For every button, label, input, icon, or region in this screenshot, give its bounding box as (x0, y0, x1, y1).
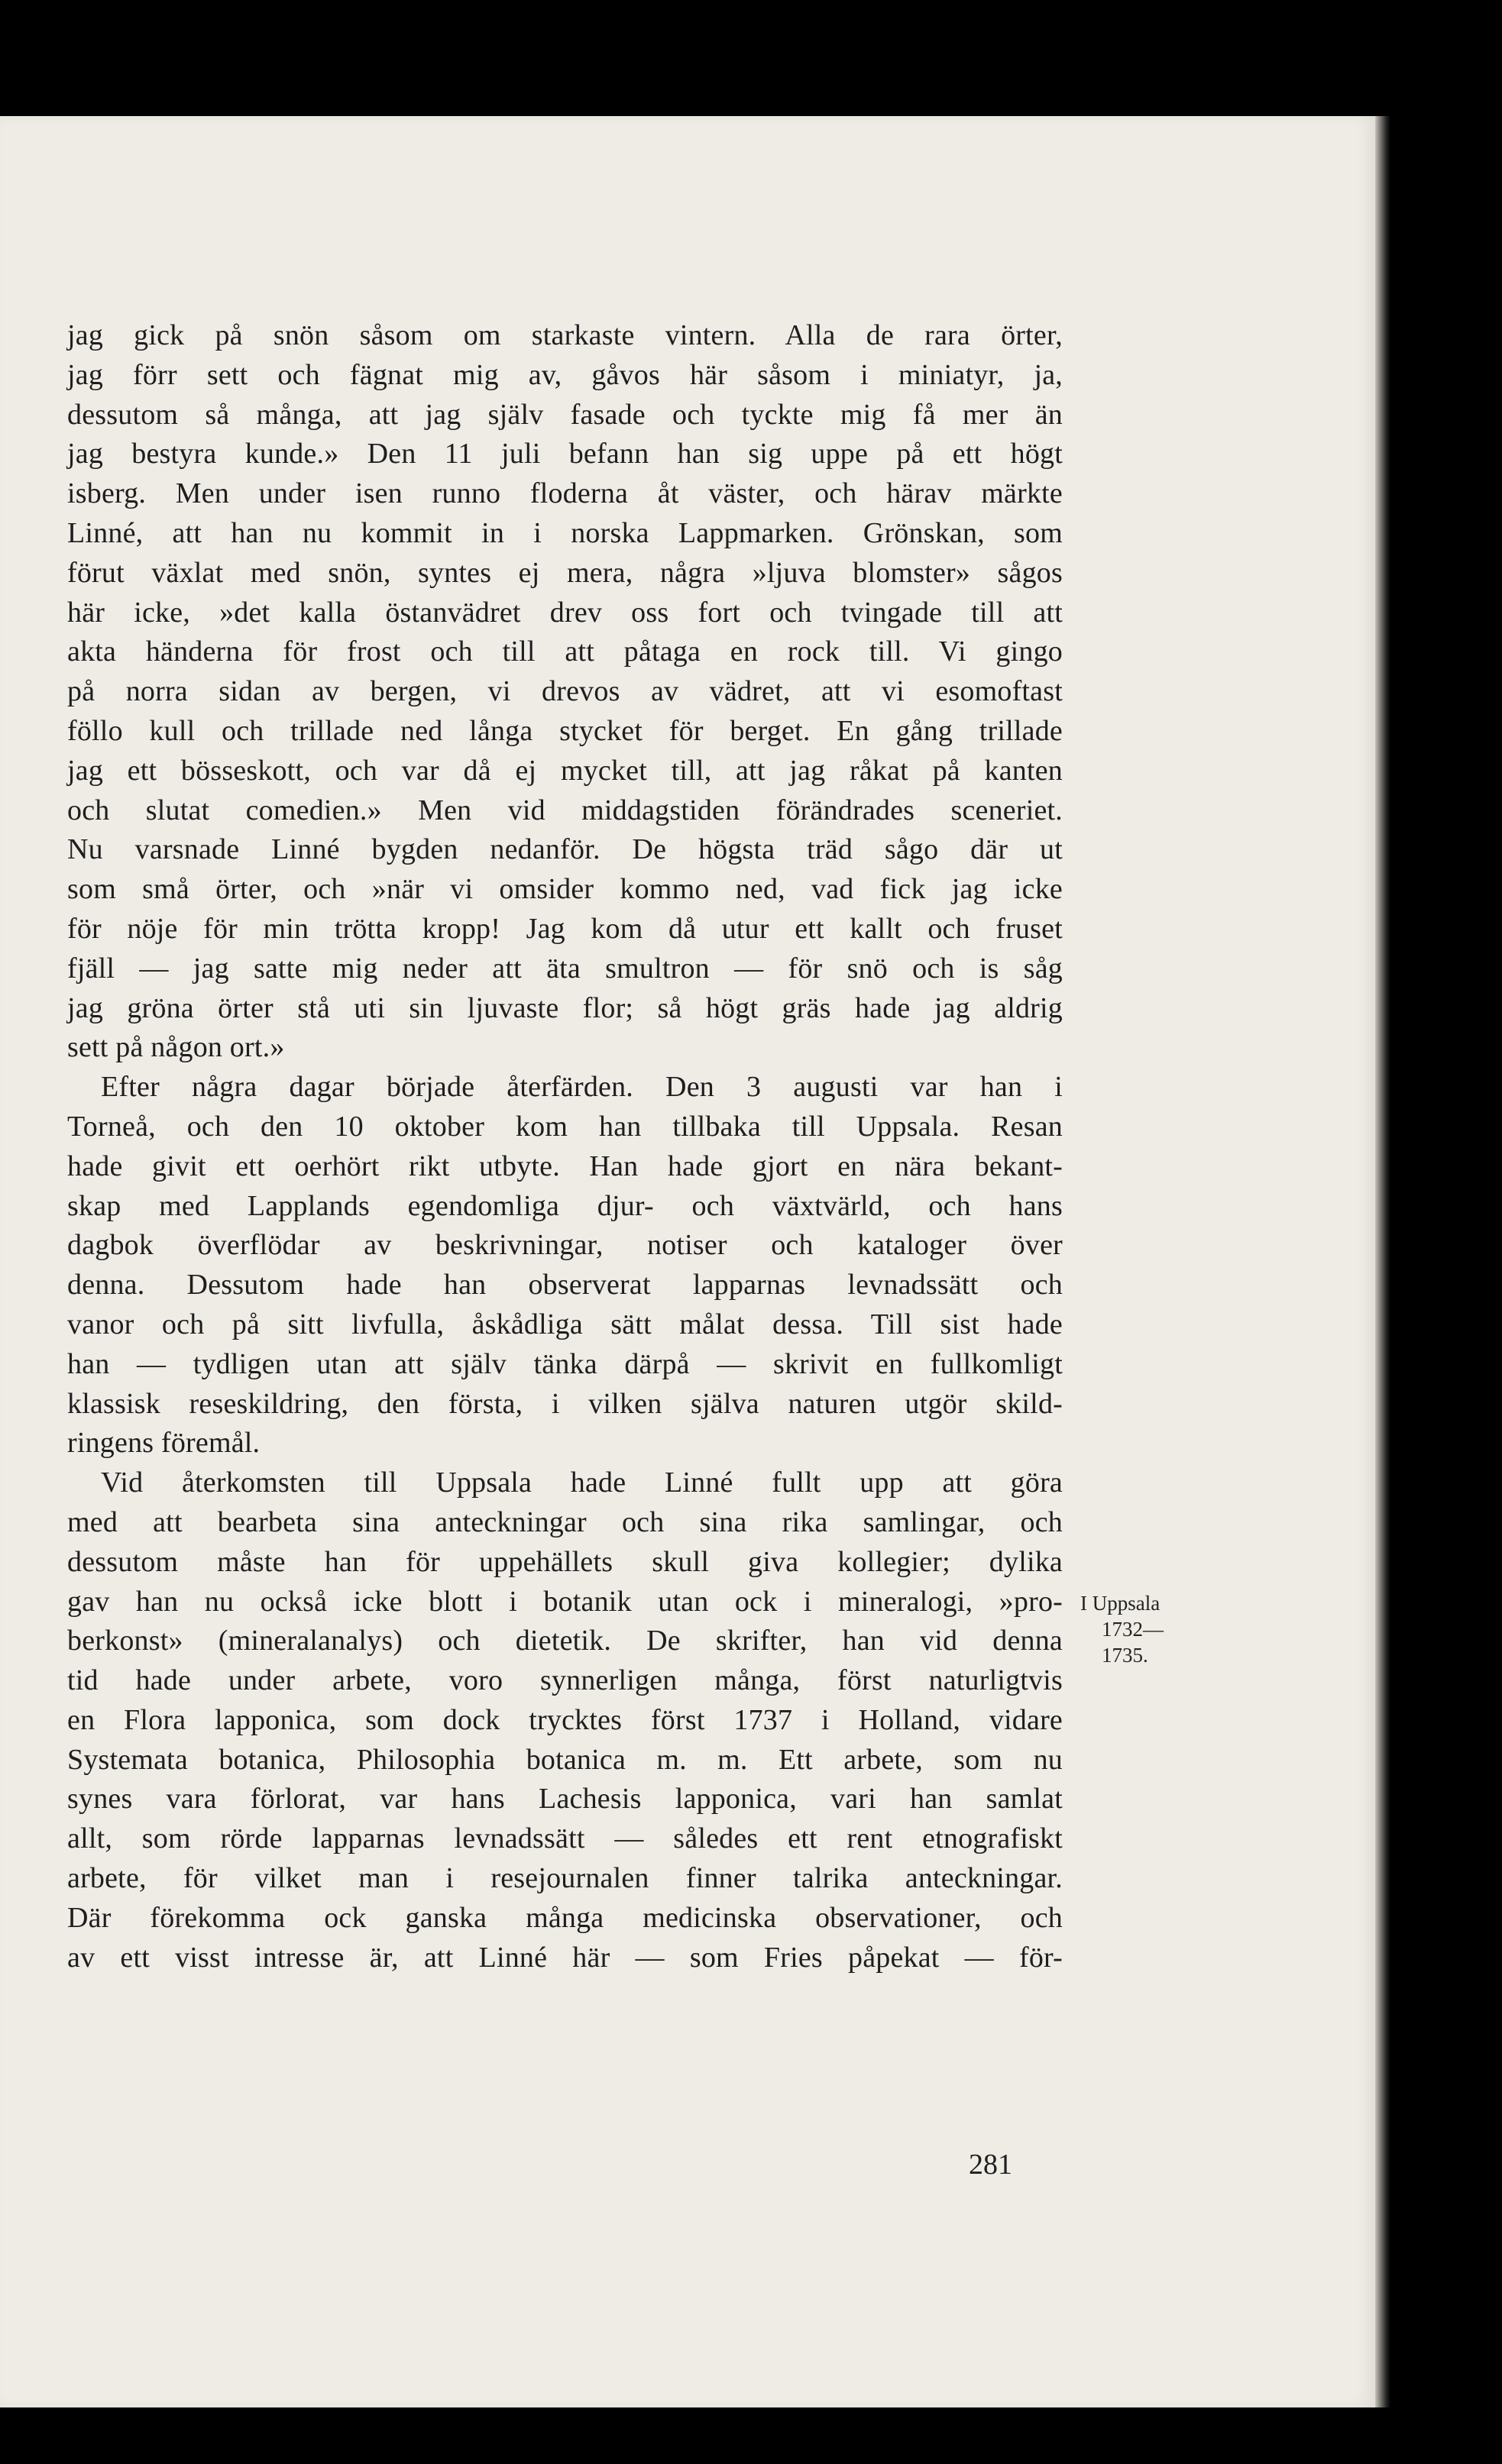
book-page (0, 116, 1378, 2407)
text-line: berkonst» (mineralanalys) och dietetik. De skrifter, han vid denna (67, 1625, 1063, 1657)
text-line: vanor och på sitt livfulla, åskådliga sätt målat dessa. Till sist hade (67, 1308, 1063, 1340)
text-line: fjäll — jag satte mig neder att äta smultron — för snö och is såg (67, 952, 1063, 985)
text-line: Vid återkomsten till Uppsala hade Linné fullt upp att göra (101, 1466, 1063, 1499)
text-line: allt, som rörde lapparnas levnadssätt — således ett rent etnografiskt (67, 1822, 1063, 1855)
margin-note-year-start: 1732— (1102, 1618, 1164, 1641)
text-line: Torneå, och den 10 oktober kom han tillbaka till Uppsala. Resan (67, 1110, 1063, 1143)
text-line: gav han nu också icke blott i botanik utan ock i mineralogi, »pro- (67, 1585, 1063, 1618)
body-text (67, 316, 1063, 1977)
text-line: Nu varsnade Linné bygden nedanför. De högsta träd sågo där ut (67, 833, 1063, 866)
text-line: synes vara förlorat, var hans Lachesis lapponica, vari han samlat (67, 1783, 1063, 1816)
text-line: Där förekomma ock ganska många medicinska observationer, och (67, 1901, 1063, 1934)
text-line: jag bestyra kunde.» Den 11 juli befann han sig uppe på ett högt (67, 438, 1063, 470)
text-line: sett på någon ort.» (67, 1031, 285, 1064)
text-line: av ett visst intresse är, att Linné här — som Fries påpekat — för- (67, 1941, 1063, 1974)
text-line: Efter några dagar började återfärden. Den 3 augusti var han i (101, 1071, 1063, 1104)
text-line: på norra sidan av bergen, vi drevos av vädret, att vi esomoftast (67, 675, 1063, 708)
text-line: denna. Dessutom hade han observerat lapparnas levnadssätt och (67, 1269, 1063, 1302)
text-line: ringens föremål. (67, 1427, 261, 1460)
text-line: som små örter, och »när vi omsider kommo ned, vad fick jag icke (67, 873, 1063, 906)
text-line: jag gick på snön såsom om starkaste vintern. Alla de rara örter, (67, 319, 1063, 351)
text-line: akta händerna för frost och till att påtaga en rock till. Vi gingo (67, 635, 1063, 668)
page-number: 281 (969, 2149, 1012, 2181)
page-edge-shadow (1375, 116, 1390, 2407)
margin-note (1080, 1590, 1233, 1668)
text-line: skap med Lapplands egendomliga djur- och växtvärld, och hans (67, 1189, 1063, 1222)
text-line: föllo kull och trillade ned långa stycket för berget. En gång trillade (67, 714, 1063, 747)
text-line: för nöje för min trötta kropp! Jag kom då utur ett kallt och fruset (67, 912, 1063, 945)
text-line: Systemata botanica, Philosophia botanica m. m. Ett arbete, som nu (67, 1743, 1063, 1776)
text-line: tid hade under arbete, voro synnerligen många, först naturligtvis (67, 1664, 1063, 1697)
text-line: här icke, »det kalla östanvädret drev oss fort och tvingade till att (67, 596, 1063, 629)
text-line: Linné, att han nu kommit in i norska Lappmarken. Grönskan, som (67, 516, 1063, 549)
margin-note-place: I Uppsala (1080, 1592, 1160, 1615)
text-line: jag ett bösseskott, och var då ej mycket till, att jag råkat på kanten (67, 754, 1063, 787)
text-line: jag gröna örter stå uti sin ljuvaste flor; så högt gräs hade jag aldrig (67, 991, 1063, 1024)
text-line: hade givit ett oerhört rikt utbyte. Han hade gjort en nära bekant- (67, 1150, 1063, 1182)
text-line: arbete, för vilket man i resejournalen finner talrika anteckningar. (67, 1862, 1063, 1895)
text-line: dessutom måste han för uppehällets skull giva kollegier; dylika (67, 1545, 1063, 1578)
text-line: och slutat comedien.» Men vid middagstiden förändrades sceneriet. (67, 794, 1063, 826)
text-line: dessutom så många, att jag själv fasade och tyckte mig få mer än (67, 398, 1063, 431)
text-line: han — tydligen utan att själv tänka därpå — skrivit en fullkomligt (67, 1347, 1063, 1380)
text-line: jag förr sett och fägnat mig av, gåvos här såsom i miniatyr, ja, (67, 358, 1063, 391)
margin-note-year-end: 1735. (1102, 1644, 1148, 1667)
text-line: förut växlat med snön, syntes ej mera, några »ljuva blomster» sågos (67, 556, 1063, 589)
text-line: dagbok överflödar av beskrivningar, notiser och kataloger över (67, 1229, 1063, 1262)
text-line: klassisk reseskildring, den första, i vilken själva naturen utgör skild- (67, 1387, 1063, 1420)
text-line: med att bearbeta sina anteckningar och sina rika samlingar, och (67, 1505, 1063, 1538)
text-line: en Flora lapponica, som dock trycktes först 1737 i Holland, vidare (67, 1703, 1063, 1736)
text-line: isberg. Men under isen runno floderna åt väster, och härav märkte (67, 477, 1063, 510)
